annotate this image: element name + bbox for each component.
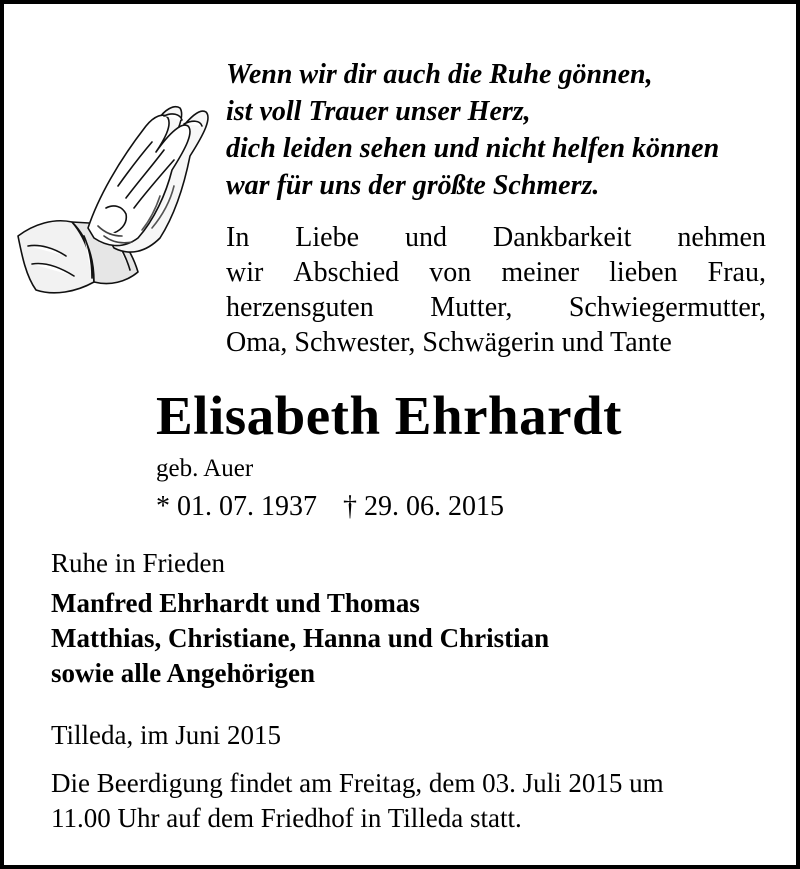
poem-line: Wenn wir dir auch die Ruhe gönnen,	[226, 59, 653, 90]
life-dates	[156, 490, 504, 524]
intro-line	[226, 220, 766, 255]
intro-word: und	[405, 222, 448, 253]
intro-line	[226, 290, 766, 325]
intro-word: Dankbarkeit	[492, 222, 632, 253]
mourners	[51, 586, 549, 691]
intro-word: Mutter,	[430, 292, 513, 323]
intro-paragraph	[226, 220, 766, 360]
intro-word: herzensguten	[226, 292, 374, 323]
intro-word: Abschied	[293, 257, 400, 288]
deceased-name: Elisabeth Ehrhardt	[156, 385, 622, 446]
rest-in-peace: Ruhe in Frieden	[51, 548, 225, 578]
poem-line: war für uns der größte Schmerz.	[226, 170, 600, 201]
intro-line	[226, 255, 766, 290]
intro-word: von	[429, 257, 472, 288]
funeral-line: Die Beerdigung findet am Freitag, dem 03. Juli 2015 um	[51, 768, 664, 798]
intro-word: Schwiegermutter,	[568, 292, 766, 323]
maiden-name: geb. Auer	[156, 455, 254, 482]
poem-line: ist voll Trauer unser Herz,	[226, 96, 531, 127]
intro-word: wir	[226, 257, 264, 288]
poem	[226, 56, 786, 204]
mourners-line: Manfred Ehrhardt und Thomas	[51, 588, 420, 618]
funeral-line: 11.00 Uhr auf dem Friedhof in Tilleda statt.	[51, 803, 522, 833]
intro-word: meiner	[501, 257, 580, 288]
mourners-line: Matthias, Christiane, Hanna und Christian	[51, 623, 550, 653]
intro-line-last: Oma, Schwester, Schwägerin und Tante	[226, 327, 672, 358]
intro-word: In	[226, 222, 250, 253]
mourners-line: sowie alle Angehörigen	[51, 658, 315, 688]
place-date: Tilleda, im Juni 2015	[51, 720, 282, 750]
death-date: † 29. 06. 2015	[343, 491, 504, 522]
praying-hands-icon	[14, 86, 214, 306]
poem-line: dich leiden sehen und nicht helfen können	[226, 133, 720, 164]
intro-word: lieben	[609, 257, 678, 288]
intro-word: Liebe	[295, 222, 360, 253]
funeral-info	[51, 766, 664, 836]
birth-date: * 01. 07. 1937	[156, 491, 317, 522]
intro-word: nehmen	[677, 222, 766, 253]
intro-word: Frau,	[707, 257, 766, 288]
